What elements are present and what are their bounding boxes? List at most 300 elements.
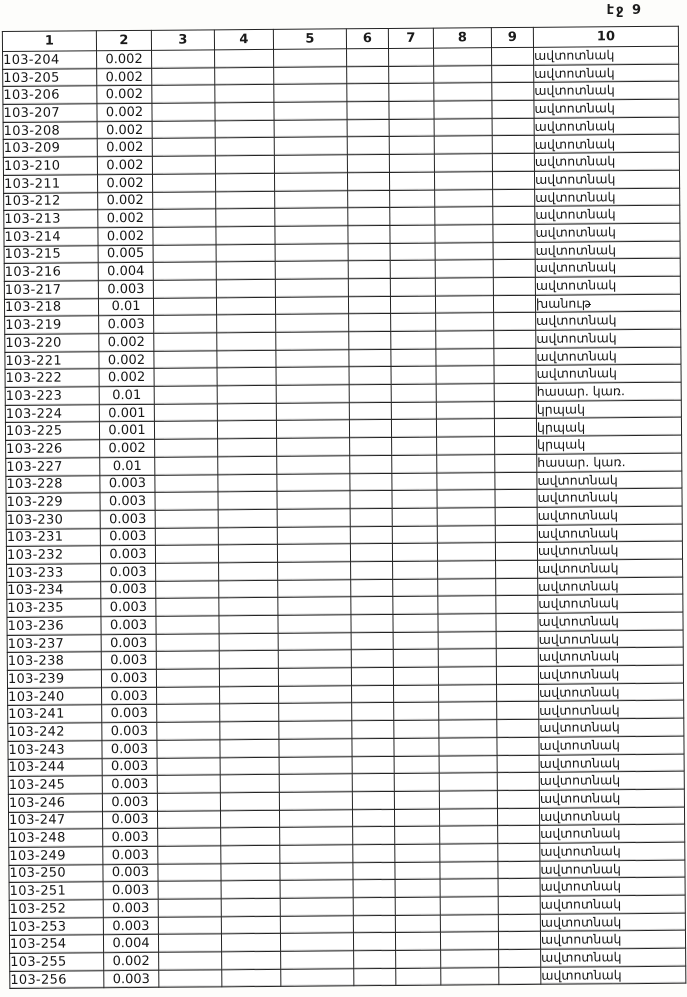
empty-cell xyxy=(394,756,439,774)
empty-cell xyxy=(389,172,434,190)
empty-cell xyxy=(154,386,217,404)
empty-cell xyxy=(492,136,534,154)
row-code: 103-210 xyxy=(3,157,97,175)
row-code: 103-224 xyxy=(5,405,99,423)
row-value: 0.003 xyxy=(100,528,155,546)
empty-cell xyxy=(347,137,389,155)
empty-cell xyxy=(395,879,440,897)
empty-cell xyxy=(347,172,389,190)
empty-cell xyxy=(436,331,494,349)
row-value: 0.002 xyxy=(104,952,159,970)
empty-cell xyxy=(350,455,392,473)
empty-cell xyxy=(218,438,277,456)
empty-cell xyxy=(155,510,218,528)
empty-cell xyxy=(219,580,278,598)
empty-cell xyxy=(499,967,541,985)
row-type: ավտոտնակ xyxy=(535,223,680,242)
empty-cell xyxy=(392,508,437,526)
empty-cell xyxy=(494,419,536,437)
row-code: 103-212 xyxy=(4,192,98,210)
empty-cell xyxy=(152,138,215,156)
row-code: 103-205 xyxy=(3,68,97,86)
empty-cell xyxy=(351,579,393,597)
row-value: 0.003 xyxy=(103,882,158,900)
row-code: 103-250 xyxy=(9,864,103,882)
empty-cell xyxy=(349,314,391,332)
empty-cell xyxy=(394,720,439,738)
empty-cell xyxy=(391,384,436,402)
row-code: 103-238 xyxy=(7,652,101,670)
empty-cell xyxy=(278,668,351,686)
empty-cell xyxy=(348,243,390,261)
empty-cell xyxy=(436,384,494,402)
empty-cell xyxy=(158,863,221,881)
empty-cell xyxy=(353,827,395,845)
row-value: 0.002 xyxy=(97,121,152,139)
empty-cell xyxy=(152,85,215,103)
row-type: ավտոտնակ xyxy=(536,347,681,366)
row-type: ավտոտնակ xyxy=(538,594,683,613)
empty-cell xyxy=(439,755,497,773)
row-type: ավտոտնակ xyxy=(537,541,682,560)
empty-cell xyxy=(157,810,220,828)
empty-cell xyxy=(392,490,437,508)
empty-cell xyxy=(276,314,349,332)
empty-cell xyxy=(218,509,277,527)
empty-cell xyxy=(215,120,274,138)
empty-cell xyxy=(280,827,353,845)
empty-cell xyxy=(277,544,350,562)
empty-cell xyxy=(496,613,538,631)
empty-cell xyxy=(394,791,439,809)
empty-cell xyxy=(216,226,275,244)
empty-cell xyxy=(492,47,534,65)
empty-cell xyxy=(276,420,349,438)
empty-cell xyxy=(493,295,535,313)
empty-cell xyxy=(352,774,394,792)
empty-cell xyxy=(354,951,396,969)
empty-cell xyxy=(351,614,393,632)
empty-cell xyxy=(437,525,495,543)
row-value: 0.002 xyxy=(99,369,154,387)
row-value: 0.002 xyxy=(97,139,152,157)
empty-cell xyxy=(279,756,352,774)
row-code: 103-213 xyxy=(4,210,98,228)
empty-cell xyxy=(221,845,280,863)
row-type: ավտոտնակ xyxy=(536,365,681,384)
empty-cell xyxy=(389,84,434,102)
empty-cell xyxy=(391,420,436,438)
empty-cell xyxy=(440,932,498,950)
row-code: 103-251 xyxy=(9,882,103,900)
empty-cell xyxy=(152,121,215,139)
empty-cell xyxy=(492,153,534,171)
empty-cell xyxy=(274,84,347,102)
empty-cell xyxy=(350,526,392,544)
empty-cell xyxy=(347,155,389,173)
empty-cell xyxy=(492,171,534,189)
empty-cell xyxy=(154,421,217,439)
row-code: 103-216 xyxy=(4,263,98,281)
empty-cell xyxy=(353,897,395,915)
empty-cell xyxy=(390,225,435,243)
empty-cell xyxy=(353,844,395,862)
empty-cell xyxy=(221,828,280,846)
row-type: ավտոտնակ xyxy=(538,612,683,631)
row-code: 103-254 xyxy=(9,935,103,953)
empty-cell xyxy=(440,844,498,862)
row-type: ավտոտնակ xyxy=(539,789,684,808)
empty-cell xyxy=(154,368,217,386)
page-number-label: էջ 9 xyxy=(606,3,643,18)
empty-cell xyxy=(275,243,348,261)
row-type: ավտոտնակ xyxy=(539,771,684,790)
empty-cell xyxy=(434,118,492,136)
empty-cell xyxy=(350,544,392,562)
row-value: 0.003 xyxy=(103,864,158,882)
empty-cell xyxy=(498,879,540,897)
empty-cell xyxy=(274,49,347,67)
empty-cell xyxy=(352,685,394,703)
empty-cell xyxy=(277,456,350,474)
empty-cell xyxy=(221,934,280,952)
row-value: 0.01 xyxy=(99,386,154,404)
column-header: 3 xyxy=(151,30,214,50)
empty-cell xyxy=(437,454,495,472)
row-type: խանութ xyxy=(535,294,680,313)
empty-cell xyxy=(280,862,353,880)
row-code: 103-222 xyxy=(5,369,99,387)
empty-cell xyxy=(349,420,391,438)
empty-cell xyxy=(349,349,391,367)
row-code: 103-235 xyxy=(7,599,101,617)
empty-cell xyxy=(218,456,277,474)
row-type: ավտոտնակ xyxy=(536,329,681,348)
empty-cell xyxy=(393,632,438,650)
empty-cell xyxy=(390,243,435,261)
empty-cell xyxy=(278,562,351,580)
empty-cell xyxy=(436,419,494,437)
empty-cell xyxy=(440,861,498,879)
row-type: ավտոտնակ xyxy=(534,99,679,118)
empty-cell xyxy=(436,313,494,331)
row-type: ավտոտնակ xyxy=(539,718,684,737)
empty-cell xyxy=(352,756,394,774)
empty-cell xyxy=(156,634,219,652)
empty-cell xyxy=(348,296,390,314)
row-code: 103-207 xyxy=(3,104,97,122)
row-type: ավտոտնակ xyxy=(539,701,684,720)
empty-cell xyxy=(498,826,540,844)
empty-cell xyxy=(217,403,276,421)
empty-cell xyxy=(438,667,496,685)
row-code: 103-234 xyxy=(7,581,101,599)
row-type: ավտոտնակ xyxy=(537,488,682,507)
empty-cell xyxy=(156,563,219,581)
row-code: 103-255 xyxy=(10,953,104,971)
empty-cell xyxy=(351,597,393,615)
empty-cell xyxy=(278,579,351,597)
empty-cell xyxy=(153,209,216,227)
empty-cell xyxy=(434,48,492,66)
column-header: 6 xyxy=(346,28,388,48)
empty-cell xyxy=(278,615,351,633)
empty-cell xyxy=(393,649,438,667)
empty-cell xyxy=(348,225,390,243)
row-value: 0.003 xyxy=(102,776,157,794)
empty-cell xyxy=(158,934,221,952)
row-value: 0.003 xyxy=(101,616,156,634)
empty-cell xyxy=(220,739,279,757)
empty-cell xyxy=(275,261,348,279)
row-type: ավտոտնակ xyxy=(537,506,682,525)
empty-cell xyxy=(439,702,497,720)
row-type: ավտոտնակ xyxy=(535,258,680,277)
column-header: 10 xyxy=(533,26,678,47)
empty-cell xyxy=(434,83,492,101)
empty-cell xyxy=(221,863,280,881)
empty-cell xyxy=(159,952,222,970)
column-header: 2 xyxy=(96,30,151,50)
empty-cell xyxy=(493,242,535,260)
row-value: 0.002 xyxy=(98,192,153,210)
empty-cell xyxy=(498,914,540,932)
empty-cell xyxy=(498,843,540,861)
row-type: ավտոտնակ xyxy=(534,170,679,189)
empty-cell xyxy=(495,436,537,454)
empty-cell xyxy=(156,651,219,669)
empty-cell xyxy=(279,686,352,704)
row-code: 103-215 xyxy=(4,245,98,263)
empty-cell xyxy=(278,632,351,650)
row-value: 0.003 xyxy=(101,669,156,687)
row-type: ավտոտնակ xyxy=(534,82,679,101)
empty-cell xyxy=(436,348,494,366)
empty-cell xyxy=(220,810,279,828)
empty-cell xyxy=(157,687,220,705)
row-type: հասար. կառ. xyxy=(537,453,682,472)
empty-cell xyxy=(391,402,436,420)
column-header: 5 xyxy=(273,29,346,50)
row-type: կրպակ xyxy=(537,435,682,454)
empty-cell xyxy=(353,862,395,880)
row-code: 103-246 xyxy=(8,794,102,812)
row-type: ավտոտնակ xyxy=(534,135,679,154)
empty-cell xyxy=(497,755,539,773)
row-type: ավտոտնակ xyxy=(534,46,679,65)
empty-cell xyxy=(155,474,218,492)
row-code: 103-253 xyxy=(9,917,103,935)
row-code: 103-227 xyxy=(6,458,100,476)
empty-cell xyxy=(494,313,536,331)
row-code: 103-223 xyxy=(5,387,99,405)
empty-cell xyxy=(278,597,351,615)
empty-cell xyxy=(438,596,496,614)
row-value: 0.01 xyxy=(98,298,153,316)
empty-cell xyxy=(352,703,394,721)
row-value: 0.002 xyxy=(97,50,152,68)
row-value: 0.003 xyxy=(101,652,156,670)
row-value: 0.003 xyxy=(102,722,157,740)
empty-cell xyxy=(156,580,219,598)
empty-cell xyxy=(277,526,350,544)
empty-cell xyxy=(497,790,539,808)
empty-cell xyxy=(217,385,276,403)
empty-cell xyxy=(392,455,437,473)
empty-cell xyxy=(152,50,215,68)
empty-cell xyxy=(498,861,540,879)
empty-cell xyxy=(220,721,279,739)
empty-cell xyxy=(275,190,348,208)
empty-cell xyxy=(492,118,534,136)
row-type: ավտոտնակ xyxy=(541,948,686,967)
empty-cell xyxy=(277,509,350,527)
empty-cell xyxy=(497,737,539,755)
empty-cell xyxy=(435,295,493,313)
row-type: ավտոտնակ xyxy=(535,276,680,295)
row-value: 0.002 xyxy=(97,103,152,121)
row-code: 103-225 xyxy=(5,422,99,440)
empty-cell xyxy=(394,809,439,827)
row-value: 0.003 xyxy=(102,758,157,776)
empty-cell xyxy=(492,83,534,101)
empty-cell xyxy=(158,917,221,935)
row-value: 0.002 xyxy=(99,333,154,351)
empty-cell xyxy=(494,348,536,366)
table-body xyxy=(3,46,686,989)
empty-cell xyxy=(353,933,395,951)
empty-cell xyxy=(493,189,535,207)
row-code: 103-206 xyxy=(3,86,97,104)
row-type: ավտոտնակ xyxy=(538,630,683,649)
empty-cell xyxy=(494,401,536,419)
empty-cell xyxy=(220,704,279,722)
row-type: ավտոտնակ xyxy=(541,966,686,985)
empty-cell xyxy=(393,614,438,632)
empty-cell xyxy=(390,207,435,225)
empty-cell xyxy=(220,792,279,810)
empty-cell xyxy=(155,439,218,457)
row-value: 0.003 xyxy=(102,811,157,829)
empty-cell xyxy=(390,190,435,208)
row-code: 103-237 xyxy=(7,634,101,652)
column-header: 1 xyxy=(2,31,96,52)
empty-cell xyxy=(497,773,539,791)
empty-cell xyxy=(276,403,349,421)
empty-cell xyxy=(393,579,438,597)
empty-cell xyxy=(439,737,497,755)
empty-cell xyxy=(348,190,390,208)
empty-cell xyxy=(219,598,278,616)
empty-cell xyxy=(393,596,438,614)
empty-cell xyxy=(440,897,498,915)
row-type: ավտոտնակ xyxy=(538,577,683,596)
empty-cell xyxy=(152,68,215,86)
empty-cell xyxy=(437,437,495,455)
row-code: 103-231 xyxy=(6,528,100,546)
empty-cell xyxy=(394,685,439,703)
row-value: 0.003 xyxy=(103,917,158,935)
empty-cell xyxy=(219,633,278,651)
empty-cell xyxy=(349,331,391,349)
empty-cell xyxy=(222,951,281,969)
row-code: 103-226 xyxy=(6,440,100,458)
empty-cell xyxy=(493,224,535,242)
empty-cell xyxy=(279,774,352,792)
empty-cell xyxy=(351,561,393,579)
empty-cell xyxy=(276,349,349,367)
empty-cell xyxy=(152,103,215,121)
row-code: 103-228 xyxy=(6,475,100,493)
empty-cell xyxy=(391,313,436,331)
row-type: ավտոտնակ xyxy=(534,152,679,171)
row-code: 103-232 xyxy=(6,546,100,564)
empty-cell xyxy=(157,740,220,758)
empty-cell xyxy=(274,66,347,84)
empty-cell xyxy=(389,101,434,119)
empty-cell xyxy=(493,207,535,225)
empty-cell xyxy=(434,171,492,189)
empty-cell xyxy=(434,65,492,83)
empty-cell xyxy=(350,473,392,491)
empty-cell xyxy=(435,260,493,278)
empty-cell xyxy=(275,208,348,226)
row-type: ավտոտնակ xyxy=(539,807,684,826)
empty-cell xyxy=(440,914,498,932)
empty-cell xyxy=(159,970,222,988)
empty-cell xyxy=(153,227,216,245)
row-value: 0.003 xyxy=(102,740,157,758)
empty-cell xyxy=(216,244,275,262)
row-type: ավտոտնակ xyxy=(540,824,685,843)
empty-cell xyxy=(157,793,220,811)
row-value: 0.003 xyxy=(99,316,154,334)
row-code: 103-240 xyxy=(8,688,102,706)
empty-cell xyxy=(157,757,220,775)
empty-cell xyxy=(221,898,280,916)
empty-cell xyxy=(389,154,434,172)
empty-cell xyxy=(493,260,535,278)
empty-cell xyxy=(394,703,439,721)
row-code: 103-214 xyxy=(4,228,98,246)
empty-cell xyxy=(391,331,436,349)
empty-cell xyxy=(274,102,347,120)
empty-cell xyxy=(216,209,275,227)
empty-cell xyxy=(349,402,391,420)
empty-cell xyxy=(437,508,495,526)
empty-cell xyxy=(440,826,498,844)
row-value: 0.003 xyxy=(100,493,155,511)
empty-cell xyxy=(347,48,389,66)
row-type: ավտոտնակ xyxy=(539,736,684,755)
row-value: 0.004 xyxy=(98,263,153,281)
empty-cell xyxy=(157,775,220,793)
empty-cell xyxy=(437,490,495,508)
empty-cell xyxy=(348,261,390,279)
empty-cell xyxy=(498,932,540,950)
row-code: 103-229 xyxy=(6,493,100,511)
empty-cell xyxy=(215,138,274,156)
empty-cell xyxy=(280,898,353,916)
empty-cell xyxy=(280,933,353,951)
empty-cell xyxy=(497,719,539,737)
empty-cell xyxy=(437,543,495,561)
row-code: 103-239 xyxy=(7,670,101,688)
empty-cell xyxy=(156,669,219,687)
empty-cell xyxy=(215,85,274,103)
empty-cell xyxy=(222,969,281,987)
empty-cell xyxy=(438,631,496,649)
